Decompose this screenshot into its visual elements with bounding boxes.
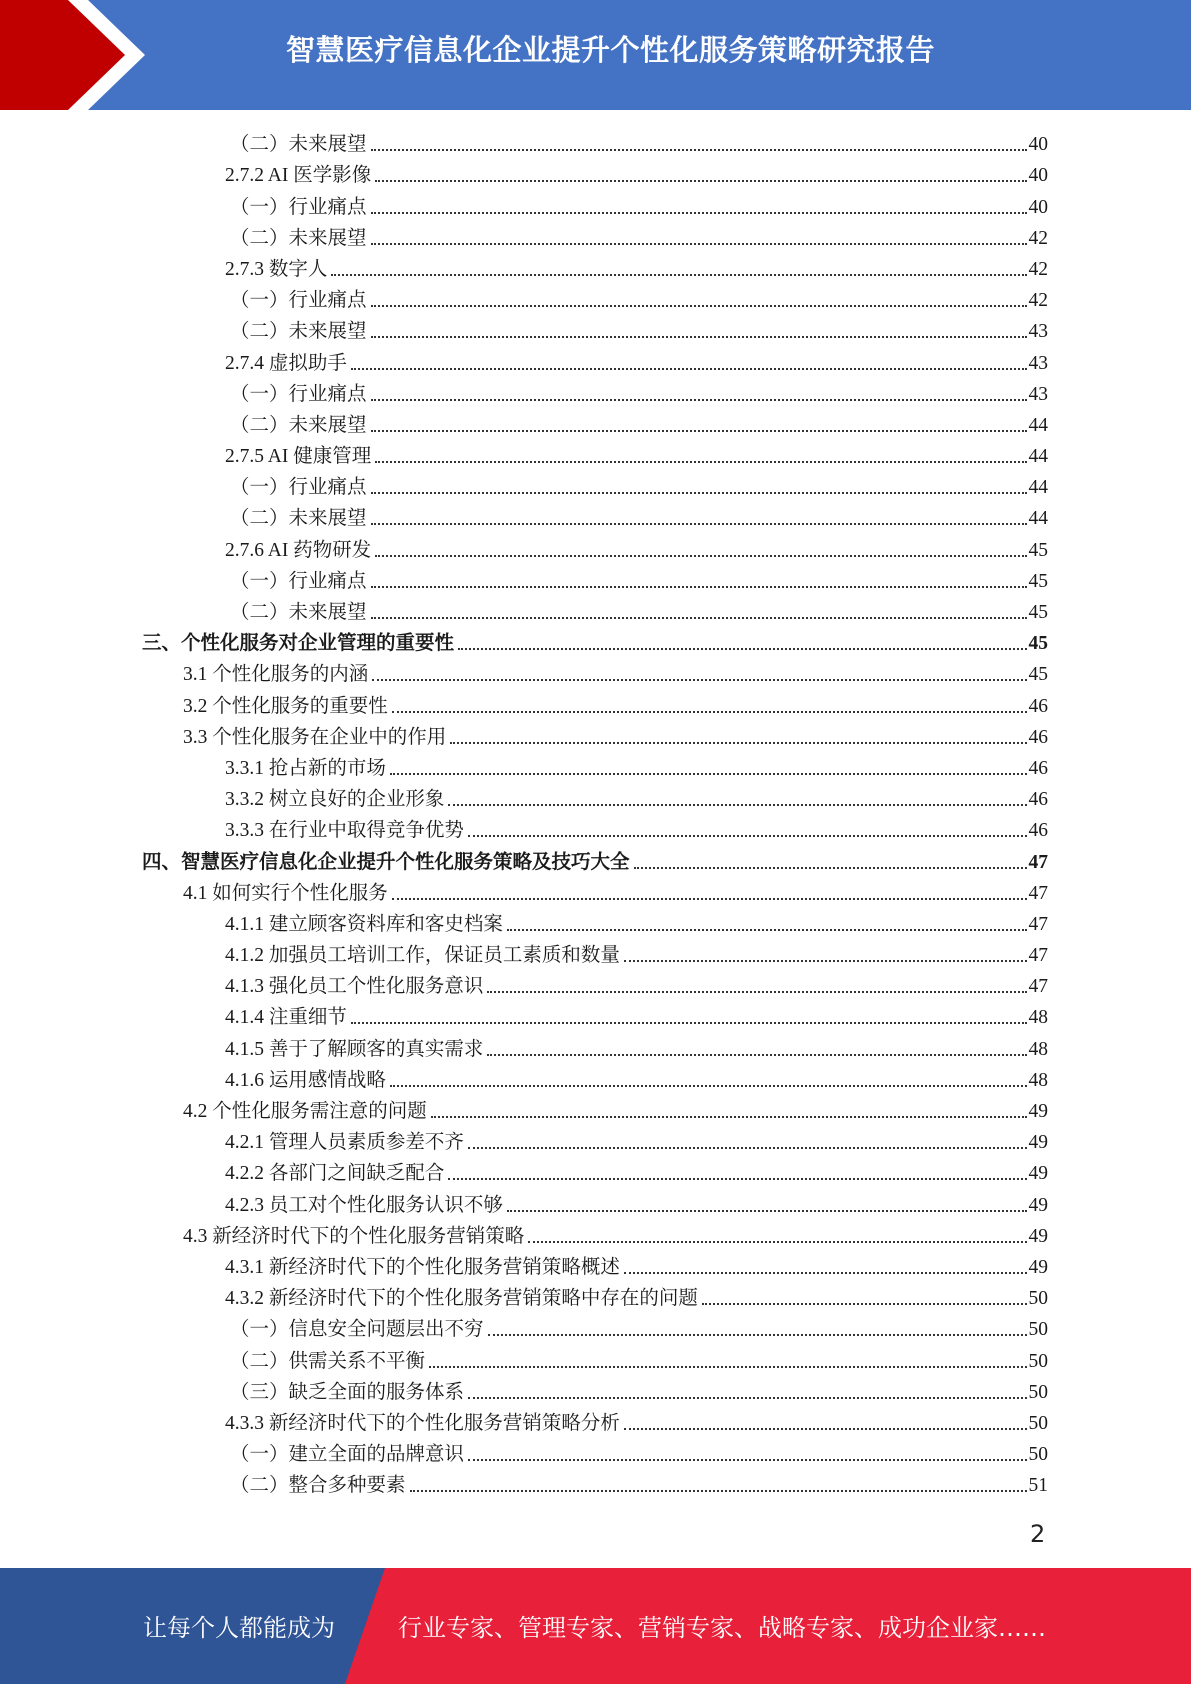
toc-entry-page: 40 [1028,196,1048,218]
toc-entry-label: 2.7.4 虚拟助手 [225,351,349,377]
toc-dot-leader [624,960,1027,962]
toc-entry-label: 4.3.3 新经济时代下的个性化服务营销策略分析 [225,1411,622,1437]
toc-entry[interactable] [0,1000,1048,1031]
toc-dot-leader [371,430,1027,432]
toc-entry-page: 44 [1028,446,1048,468]
toc-entry-label: 4.2.2 各部门之间缺乏配合 [225,1161,446,1187]
toc-entry-label: 3.3.3 在行业中取得竞争优势 [225,818,466,844]
toc-entry[interactable] [0,1094,1048,1125]
toc-entry-page: 43 [1028,383,1048,405]
toc-entry-page: 42 [1028,258,1048,280]
toc-entry[interactable] [0,377,1048,408]
toc-entry[interactable] [0,1063,1048,1094]
toc-entry-page: 46 [1028,695,1048,717]
toc-entry-label: 4.1.5 善于了解顾客的真实需求 [225,1037,485,1063]
toc-dot-leader [371,399,1027,401]
toc-entry-label: （二）整合多种要素 [230,1473,408,1499]
toc-entry[interactable] [0,1250,1048,1281]
toc-entry-label: 4.1 如何实行个性化服务 [183,881,390,907]
toc-dot-leader [448,1178,1026,1180]
toc-entry[interactable] [0,345,1048,376]
toc-entry-page: 49 [1028,1194,1048,1216]
toc-dot-leader [371,305,1027,307]
toc-dot-leader [375,555,1026,557]
toc-dot-leader [487,1054,1026,1056]
toc-dot-leader [429,1366,1026,1368]
footer-banner [0,1568,1191,1684]
toc-entry[interactable] [0,252,1048,283]
toc-entry[interactable] [0,1375,1048,1406]
toc-entry-label: 4.2.1 管理人员素质参差不齐 [225,1130,466,1156]
toc-entry-label: （一）行业痛点 [230,288,369,314]
toc-entry-label: 3.2 个性化服务的重要性 [183,694,390,720]
toc-entry-label: （一）行业痛点 [230,382,369,408]
toc-entry-label: 2.7.6 AI 药物研发 [225,538,373,564]
toc-entry-label: （一）信息安全问题层出不穷 [230,1317,486,1343]
document-title: 智慧医疗信息化企业提升个性化服务策略研究报告 [285,33,935,67]
toc-entry-page: 49 [1028,1101,1048,1122]
toc-entry-page: 43 [1028,321,1048,343]
toc-entry-page: 47 [1028,913,1048,935]
toc-entry[interactable] [0,439,1048,470]
toc-entry-page: 51 [1028,1475,1048,1497]
toc-entry-page: 47 [1028,851,1048,873]
toc-entry[interactable] [0,1281,1048,1312]
toc-entry-page: 47 [1028,945,1048,967]
toc-entry[interactable] [0,1031,1048,1062]
toc-entry-page: 50 [1028,1350,1048,1372]
toc-entry[interactable] [0,626,1048,657]
toc-entry-label: 4.2 个性化服务需注意的问题 [183,1099,429,1125]
toc-entry-page: 47 [1028,882,1048,904]
toc-dot-leader [375,180,1026,182]
toc-entry[interactable] [0,969,1048,1000]
toc-entry[interactable] [0,813,1048,844]
toc-entry[interactable] [0,158,1048,189]
toc-entry[interactable] [0,1156,1048,1187]
toc-dot-leader [634,867,1027,869]
toc-entry[interactable] [0,1406,1048,1437]
toc-dot-leader [448,804,1026,806]
toc-dot-leader [372,679,1026,681]
toc-dot-leader [624,1272,1027,1274]
toc-entry[interactable] [0,907,1048,938]
toc-entry-page: 45 [1028,633,1048,655]
toc-dot-leader [468,1459,1026,1461]
toc-dot-leader [371,492,1027,494]
toc-entry[interactable] [0,314,1048,345]
toc-entry[interactable] [0,751,1048,782]
toc-dot-leader [468,1397,1026,1399]
toc-entry[interactable] [0,844,1048,875]
toc-entry-page: 46 [1028,820,1048,842]
toc-entry-page: 43 [1028,352,1048,374]
toc-entry-page: 45 [1028,664,1048,686]
toc-entry-label: 3.3.2 树立良好的企业形象 [225,787,446,813]
toc-entry-page: 46 [1028,789,1048,811]
toc-entry-label: 2.7.5 AI 健康管理 [225,444,373,470]
toc-entry-label: （二）未来展望 [230,413,369,439]
toc-entry-label: （二）未来展望 [230,600,369,626]
toc-entry-page: 44 [1028,414,1048,436]
toc-dot-leader [390,773,1027,775]
toc-entry[interactable] [0,127,1048,158]
toc-entry-label: 4.3.2 新经济时代下的个性化服务营销策略中存在的问题 [225,1286,700,1312]
toc-entry-page: 50 [1028,1412,1048,1434]
toc-entry-label: 4.3 新经济时代下的个性化服务营销策略 [183,1224,526,1250]
toc-dot-leader [624,1428,1027,1430]
toc-entry-page: 48 [1028,1007,1048,1029]
toc-entry-page: 45 [1028,539,1048,561]
toc-entry-page: 45 [1028,602,1048,623]
toc-entry-label: 4.1.2 加强员工培训工作，保证员工素质和数量 [225,943,622,969]
toc-entry-page: 42 [1028,290,1048,312]
toc-entry[interactable] [0,782,1048,813]
toc-entry-label: 2.7.2 AI 医学影像 [225,163,373,189]
toc-dot-leader [371,523,1027,525]
toc-dot-leader [351,368,1027,370]
toc-entry-page: 50 [1028,1288,1048,1310]
toc-entry-label: 4.1.4 注重细节 [225,1005,349,1031]
toc-entry[interactable] [0,532,1048,563]
toc-dot-leader [371,586,1027,588]
toc-dot-leader [507,1210,1027,1212]
table-of-contents [0,127,1191,1499]
toc-dot-leader [702,1303,1027,1305]
toc-entry[interactable] [0,720,1048,751]
toc-entry-label: （一）行业痛点 [230,195,369,221]
toc-dot-leader [450,742,1026,744]
toc-entry[interactable] [0,1125,1048,1156]
toc-entry-label: （二）未来展望 [230,319,369,345]
toc-entry-page: 44 [1028,477,1048,499]
toc-entry[interactable] [0,688,1048,719]
toc-dot-leader [488,1334,1027,1336]
toc-entry-label: （二）未来展望 [230,226,369,252]
toc-entry[interactable] [0,938,1048,969]
toc-entry[interactable] [0,657,1048,688]
toc-entry-page: 50 [1028,1381,1048,1403]
toc-entry-page: 40 [1028,134,1048,156]
toc-entry-label: 3.3.1 抢占新的市场 [225,756,388,782]
toc-entry-label: 3.1 个性化服务的内涵 [183,662,370,688]
toc-entry-page: 50 [1028,1444,1048,1466]
toc-entry-label: 4.3.1 新经济时代下的个性化服务营销策略概述 [225,1255,622,1281]
toc-entry[interactable] [0,595,1048,626]
toc-entry-page: 46 [1028,726,1048,748]
toc-entry-page: 50 [1028,1319,1048,1341]
toc-dot-leader [331,274,1026,276]
header-banner [0,0,1191,110]
toc-dot-leader [487,991,1026,993]
toc-entry-label: （二）未来展望 [230,506,369,532]
toc-dot-leader [410,1490,1027,1492]
toc-entry-label: 4.1.6 运用感情战略 [225,1068,388,1094]
toc-entry-label: 4.1.3 强化员工个性化服务意识 [225,974,485,1000]
toc-entry-page: 49 [1028,1225,1048,1247]
footer-slogan-left: 让每个人都能成为 [143,1614,335,1642]
toc-entry[interactable] [0,1312,1048,1343]
toc-entry-page: 49 [1028,1132,1048,1154]
toc-dot-leader [371,617,1027,619]
toc-entry[interactable] [0,1343,1048,1374]
toc-dot-leader [392,898,1027,900]
toc-entry-page: 40 [1028,165,1048,187]
toc-entry[interactable] [0,1468,1048,1499]
footer-slogan-right: 行业专家、管理专家、营销专家、战略专家、成功企业家…… [398,1614,1046,1642]
toc-dot-leader [392,711,1027,713]
toc-entry[interactable] [0,221,1048,252]
toc-dot-leader [351,1022,1027,1024]
toc-entry-label: 3.3 个性化服务在企业中的作用 [183,725,448,751]
toc-entry-label: （一）建立全面的品牌意识 [230,1442,466,1468]
toc-dot-leader [528,1241,1026,1243]
toc-entry[interactable] [0,470,1048,501]
toc-entry[interactable] [0,408,1048,439]
page-number: 2 [1030,1520,1046,1548]
toc-entry[interactable] [0,283,1048,314]
toc-dot-leader [371,212,1027,214]
toc-entry-label: （三）缺乏全面的服务体系 [230,1380,466,1406]
toc-dot-leader [468,1147,1027,1149]
toc-dot-leader [371,336,1027,338]
toc-entry-page: 48 [1028,1038,1048,1060]
toc-entry[interactable] [0,189,1048,220]
toc-dot-leader [507,929,1027,931]
toc-dot-leader [371,243,1027,245]
toc-entry-label: 4.1.1 建立顾客资料库和客史档案 [225,912,505,938]
toc-entry-page: 46 [1028,757,1048,779]
toc-entry-page: 45 [1028,570,1048,592]
toc-entry-label: （二）未来展望 [230,132,369,158]
toc-entry-page: 49 [1028,1256,1048,1278]
toc-entry[interactable] [0,564,1048,595]
toc-entry-page: 49 [1028,1163,1048,1185]
toc-dot-leader [458,648,1026,650]
toc-dot-leader [431,1116,1027,1118]
toc-dot-leader [375,461,1026,463]
toc-entry-label: 四、智慧医疗信息化企业提升个性化服务策略及技巧大全 [142,850,632,876]
toc-entry-page: 42 [1028,227,1048,249]
toc-dot-leader [390,1085,1027,1087]
toc-entry-label: 4.2.3 员工对个性化服务认识不够 [225,1193,505,1219]
toc-entry-page: 48 [1028,1069,1048,1091]
toc-entry-page: 44 [1028,508,1048,530]
toc-entry[interactable] [0,501,1048,532]
toc-entry[interactable] [0,1437,1048,1468]
toc-entry-label: （二）供需关系不平衡 [230,1349,427,1375]
toc-entry-label: 三、个性化服务对企业管理的重要性 [142,631,456,657]
toc-dot-leader [371,149,1027,151]
toc-entry[interactable] [0,1187,1048,1218]
toc-entry-label: 2.7.3 数字人 [225,257,329,283]
toc-dot-leader [468,835,1027,837]
toc-entry[interactable] [0,1219,1048,1250]
toc-entry-label: （一）行业痛点 [230,569,369,595]
toc-entry-page: 47 [1028,976,1048,998]
toc-entry[interactable] [0,876,1048,907]
toc-entry-label: （一）行业痛点 [230,475,369,501]
